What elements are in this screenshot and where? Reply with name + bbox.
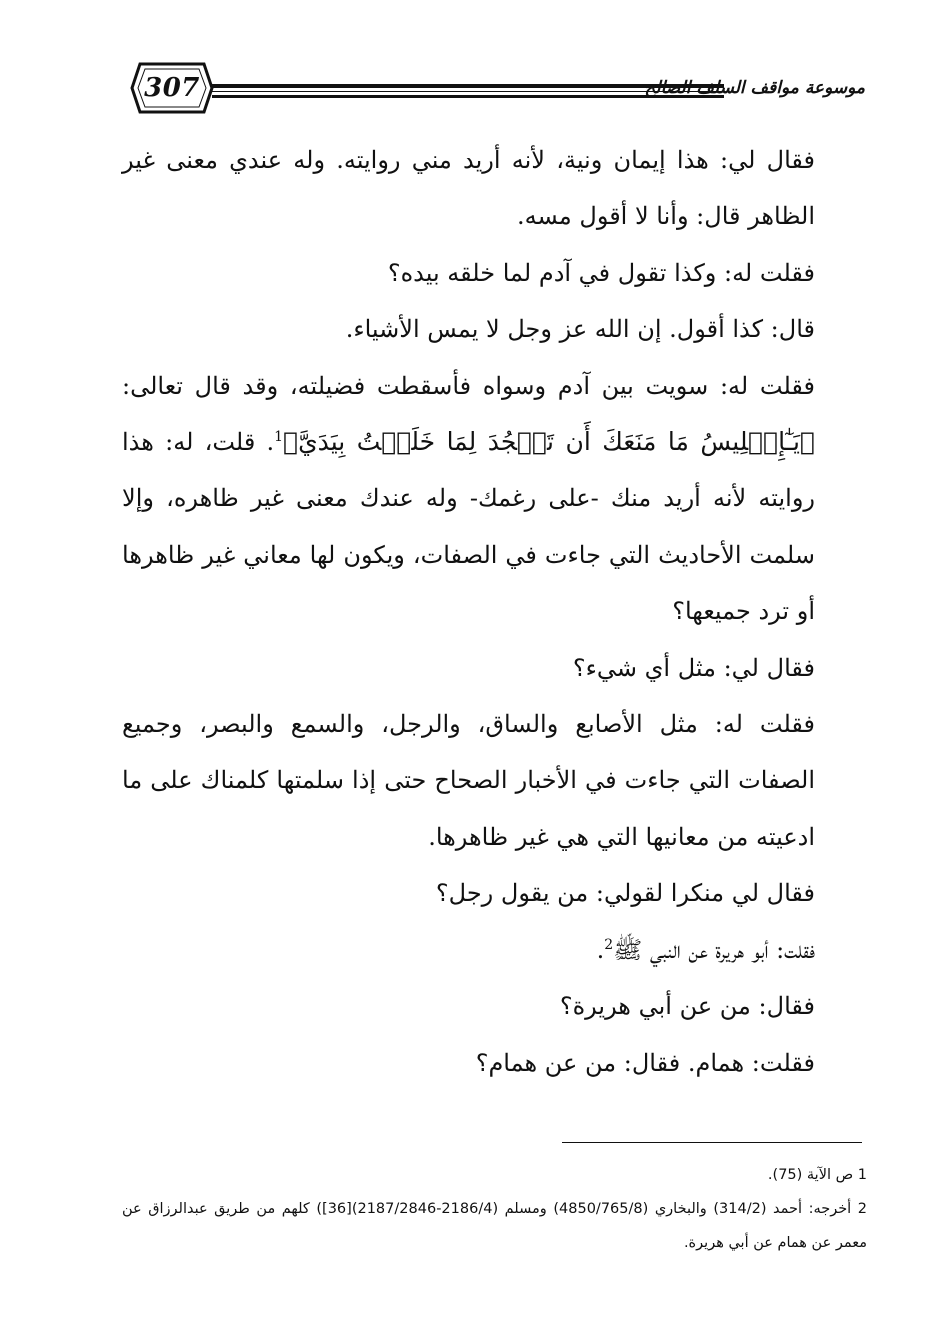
paragraph (122, 358, 867, 640)
paragraph: فقال لي منكرا لقولي: من يقول رجل؟ (435, 879, 815, 908)
paragraph: قال: كذا أقول. إن الله عز وجل لا يمس الأشياء. (345, 315, 815, 344)
paragraph: فقال: من عن أبي هريرة؟ (559, 992, 815, 1021)
paragraph-intro: فقلت له: سويت بين آدم وسواه فأسقطت فضيلته، وقد قال تعالى: (122, 371, 815, 400)
page-number: 307 (144, 73, 200, 103)
footnote-ref[interactable]: 2 (604, 936, 614, 953)
book-title: موسوعة مواقف السلف الصالح (644, 78, 865, 98)
footnote-2: 2 أخرجه: أحمد (314/2) والبخاري (4850/765/8) ومسلم (2186/4-2187/2846)[36]) كلهم من طريق عبدالرزاق عن معمر عن همام عن أبي هريرة. (122, 1201, 867, 1251)
footnote-divider (562, 1142, 862, 1143)
paragraph-rest: . قلت، له: هذا روايته لأنه أريد منك -على رغمك- وله عندك معنى غير ظاهره، وإلا سلمت الأحاديث التي جاءت في الصفات، ويكون لها معاني غير ظاهرها أو ترد جميعها؟ (122, 428, 815, 626)
footnotes (122, 1158, 867, 1260)
paragraph-end: . (596, 935, 605, 964)
paragraph: فقلت له: مثل الأصابع والساق، والرجل، والسمع والبصر، وجميع الصفات التي جاءت في الأخبار الصحاح حتى إذا سلمتها كلمناك على ما ادعيته من معانيها التي هي غير ظاهرها. (122, 710, 815, 851)
footnote-ref[interactable]: 1 (274, 429, 284, 446)
page-number-badge (130, 62, 214, 114)
paragraph (122, 922, 867, 978)
page-body (122, 132, 867, 1091)
paragraph-text: فقلت: أبو هريرة عن النبي ﷺ (613, 935, 815, 964)
footnote-1: 1 ص الآية (75). (767, 1167, 867, 1183)
paragraph: فقال لي: هذا إيمان ونية، لأنه أريد مني روايته. وله عندي معنى غير الظاهر قال: وأنا لا أقول مسه. (122, 146, 815, 231)
quran-verse: ﴿يَـٰٓإِبۡلِيسُ مَا مَنَعَكَ أَن تَسۡجُدَ لِمَا خَلَقۡتُ بِيَدَيَّ﴾ (283, 427, 816, 457)
paragraph: فقلت: همام. فقال: من عن همام؟ (475, 1048, 815, 1077)
page-header (120, 60, 865, 134)
paragraph: فقال لي: مثل أي شيء؟ (572, 653, 815, 682)
paragraph: فقلت له: وكذا تقول في آدم لما خلقه بيده؟ (387, 258, 815, 287)
